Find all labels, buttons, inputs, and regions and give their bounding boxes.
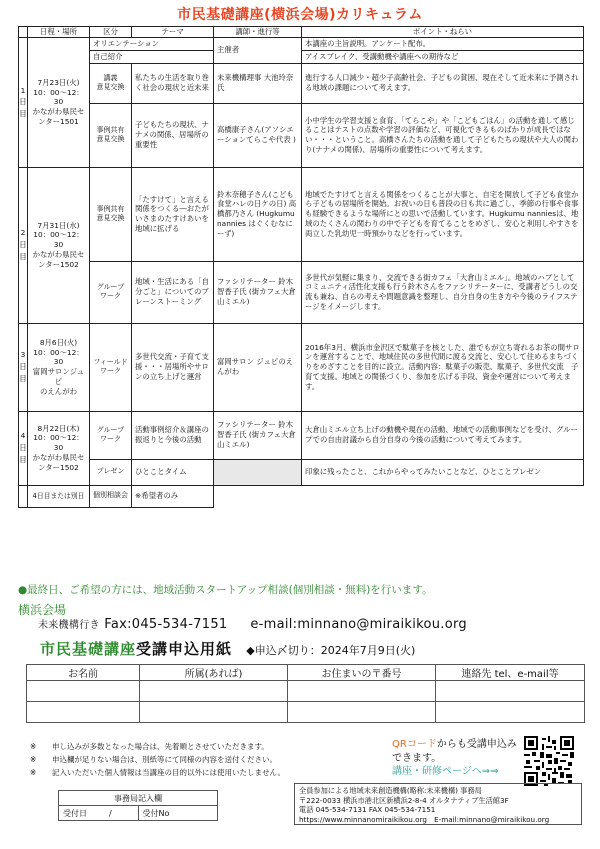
application-form-table (26, 664, 585, 723)
point-text: 小中学生の学習支援と食育、「てらこや」や「こどもごはん」の活動を通して感じることはテストの点数や学習の評価など、可視化できるものばかりが成長ではない・・・ということ。高橋さんたちの活動を通して子どもたちの現状や大人の関わり(ナナメの関係)、居場所の重要性について考えます。 (302, 103, 584, 167)
point-text: 多世代が気軽に集まり、交流できる街カフェ「大倉山ミエル」。地域のハブとしてコミュニティ活性化支援も行う鈴木さんをファシリテーターに、受講者どうしの交流も兼ね、自らの考えや問題意識を整理し、自分自身の生き方や今後のライフステージをイメージします。 (302, 261, 584, 323)
kubun-cell: プレゼン (90, 459, 132, 485)
form-col-affiliation: 所属(あれば) (140, 665, 288, 681)
theme-cell: ひとことタイム (132, 459, 214, 485)
office-title: 事務局記入欄 (59, 791, 218, 806)
col-header-point: ポイント・ねらい (302, 27, 584, 38)
course-page-link[interactable]: 講座・研修ページへ⇒⇒ (392, 766, 499, 777)
day3-label: 3 日 目 (19, 323, 28, 411)
point-text: 本講座の主旨説明。アンケート配布。 (302, 38, 584, 51)
curriculum-table (18, 26, 584, 508)
venue-label: 横浜会場 (18, 603, 67, 617)
theme-cell: 「たすけて」と言える関係をつくる―おたがいさまのたすけあいを地域に拡げる (132, 167, 214, 261)
zip-field[interactable] (288, 702, 436, 723)
fax-number: Fax:045-534-7151 (104, 617, 228, 632)
org-name: 全員参加による地域未来創造機構(略称:未来機構) 事務局 (299, 786, 482, 795)
note-item: ※ 記入いただいた個人情報は当講座の目的以外には使用いたしません。 (30, 768, 285, 778)
email-address: e-mail:minnano@miraikikou.org (250, 617, 467, 632)
table-row (19, 323, 584, 411)
page-title: 市民基礎講座(横浜会場)カリキュラム (177, 7, 423, 23)
org-address: 〒222-0033 横浜市港北区新横浜2-8-4 オルタナティブ生活館3F (299, 795, 509, 805)
contact-to: 未来機構行き (38, 620, 100, 631)
zip-field[interactable] (288, 681, 436, 702)
day2-label: 2 日 目 (19, 167, 28, 323)
lecturer-cell (214, 459, 302, 485)
theme-cell: 子どもたちの現状、ナナメの関係、居場所の重要性 (132, 103, 214, 167)
form-col-name: お名前 (27, 665, 140, 681)
notes-list (30, 740, 350, 779)
contact-line (38, 616, 467, 632)
col-header-date: 日程・場所 (28, 27, 90, 38)
lecturer-cell: 富岡サロン ジュピのえんがわ (214, 323, 302, 411)
note-item: ※ 申し込みが多数となった場合は、先着順とさせていただきます。 (30, 742, 269, 751)
kubun-cell: 事例共有 意見交換 (90, 103, 132, 167)
lecturer-organizer: 主催者 (214, 38, 302, 64)
kubun-intro: 自己紹介 (90, 50, 214, 63)
kubun-cell: 個別相談会 (90, 485, 132, 507)
point-text: 進行する人口減少・超少子高齢社会、子どもの貧困、現在そして近未来に予測される地域の課題について考えます。 (302, 63, 584, 103)
form-entry-row (27, 681, 585, 702)
table-row (19, 38, 584, 51)
lecturer-cell: ファシリテーター 鈴木智香子氏 (街カフェ大倉山ミエル) (214, 411, 302, 459)
name-field[interactable] (27, 681, 140, 702)
office-use-box (58, 790, 218, 821)
theme-cell: 活動事例紹介＆講座の振返りと今後の活動 (132, 411, 214, 459)
day4-label: 4 日 目 (19, 411, 28, 485)
lecturer-cell: 鈴木奈穂子さん(こども食堂ハレの日ケの日) 高橋都乃さん (Hugkumu nannies はぐくむなにーず) (214, 167, 302, 261)
point-text: アイスブレイク、受講動機や講座への期待など (302, 50, 584, 63)
table-header-row (19, 27, 584, 38)
theme-cell: 多世代交流・子育て支援・・・居場所やサロンの立ち上げと運営 (132, 323, 214, 411)
kubun-orientation: オリエンテーション (90, 38, 214, 51)
form-col-contact: 連絡先 tel、e-mail等 (436, 665, 585, 681)
table-row (19, 63, 584, 103)
point-text: 印象に残ったこと、これからやってみたいことなど、ひとことプレゼン (302, 459, 584, 485)
qr-code-icon[interactable] (524, 736, 574, 786)
theme-cell: 私たちの生活を取り巻く社会の現状と近未来 (132, 63, 214, 103)
table-row (19, 261, 584, 323)
theme-cell: 地域・生活にある「自分ごと」についてのブレーンストーミング (132, 261, 214, 323)
org-phone: 電話 045-534-7131 FAX 045-534-7151 (299, 805, 436, 814)
contact-field[interactable] (436, 681, 585, 702)
kubun-cell: 事例共有 意見交換 (90, 167, 132, 261)
lecturer-cell: ファシリテーター 鈴木智香子氏 (街カフェ大倉山ミエル) (214, 261, 302, 323)
consultation-notice: ●最終日、ご希望の方には、地域活動スタートアップ相談(個別相談・無料)を行います。 (18, 584, 433, 596)
office-reception-date: 受付日 / (59, 806, 139, 821)
organization-info (294, 783, 582, 825)
day4-date: 8月22日(木) 10：00～12：30 かながわ県民セ ンター1502 (28, 411, 90, 485)
office-reception-no: 受付No (138, 806, 218, 821)
point-text: 大倉山ミエル立ち上げの動機や現在の活動、地域での活動事例などを受け、グループでの自由討議から自分自身の今後の活動について考えてみます。 (302, 411, 584, 459)
col-header-theme: テーマ (132, 27, 214, 38)
form-header-row (27, 665, 585, 681)
kubun-cell: グループ ワーク (90, 261, 132, 323)
day1-date: 7月23日(火) 10：00～12：30 かながわ県民セ ンター1501 (28, 38, 90, 168)
table-row (19, 485, 584, 507)
lecturer-cell: 未来機構理事 大池玲奈氏 (214, 63, 302, 103)
contact-field[interactable] (436, 702, 585, 723)
consult-date: 4日目または別日 (28, 485, 90, 507)
col-header-lecturer: 講師・進行等 (214, 27, 302, 38)
day2-date: 7月31日(水) 10：00～12：30 かながわ県民セ ンター1502 (28, 167, 90, 323)
org-web: https://www.minnanomiraikikou.org E-mail:minnano@miraikikou.org (299, 814, 550, 824)
table-row (19, 411, 584, 459)
theme-cell: ※希望者のみ (132, 485, 214, 507)
form-title: 市民基礎講座受講申込用紙 ◆申込〆切り：2024年7月9日(火) (40, 640, 416, 658)
note-item: ※ 申込欄が足りない場合は、別紙等にて同様の内容を送付ください。 (30, 755, 277, 765)
table-row (19, 103, 584, 167)
point-text: 地域でたすけてと言える関係をつくることが大事と、自宅を開放して子ども食堂から子どもの居場所を開始。お祝いの日も普段の日も共に過ごし、季節の行事や食事も経験できるような場所にとの思いで活動しています。Hugkumu nanniesは、地域のたくさんの関わりの中で子どもを育てることをめざし、安心と利用しやすさを両立した乳幼児一時預かりなどを行っています。 (302, 167, 584, 261)
day1-label: 1 日 目 (19, 38, 28, 168)
affiliation-field[interactable] (140, 702, 288, 723)
name-field[interactable] (27, 702, 140, 723)
col-header-kubun: 区分 (90, 27, 132, 38)
day3-date: 8月6日(火) 10：00～12：30 富岡サロンジュピ のえんがわ (28, 323, 90, 411)
table-row (19, 50, 584, 63)
form-entry-row (27, 702, 585, 723)
form-col-zip: お住まいの〒番号 (288, 665, 436, 681)
affiliation-field[interactable] (140, 681, 288, 702)
kubun-cell: 講義 意見交換 (90, 63, 132, 103)
deadline: ◆申込〆切り：2024年7月9日(火) (246, 644, 416, 657)
qr-caption: QRコードからも受講申込みできます。 講座・研修ページへ⇒⇒ (392, 739, 517, 777)
table-row (19, 167, 584, 261)
lecturer-cell: 高橋康子さん(アソシエーションてらこや代表 ) (214, 103, 302, 167)
table-row (19, 459, 584, 485)
point-text: 2016年3月、横浜市金沢区で駄菓子を核とした、誰でもが立ち寄れるお茶の間サロンを運営することで、地域住民の多世代間に渡る交流と、安心して住めるまちづくりをめざすことを目的に設立。活動内容：駄菓子の販売、駄菓子、多世代交流 子育て支援。地域との関係づくり、参加を広げる手段、資金や運営について考えます。 (302, 323, 584, 411)
kubun-cell: フィールド ワーク (90, 323, 132, 411)
kubun-cell: グループ ワーク (90, 411, 132, 459)
